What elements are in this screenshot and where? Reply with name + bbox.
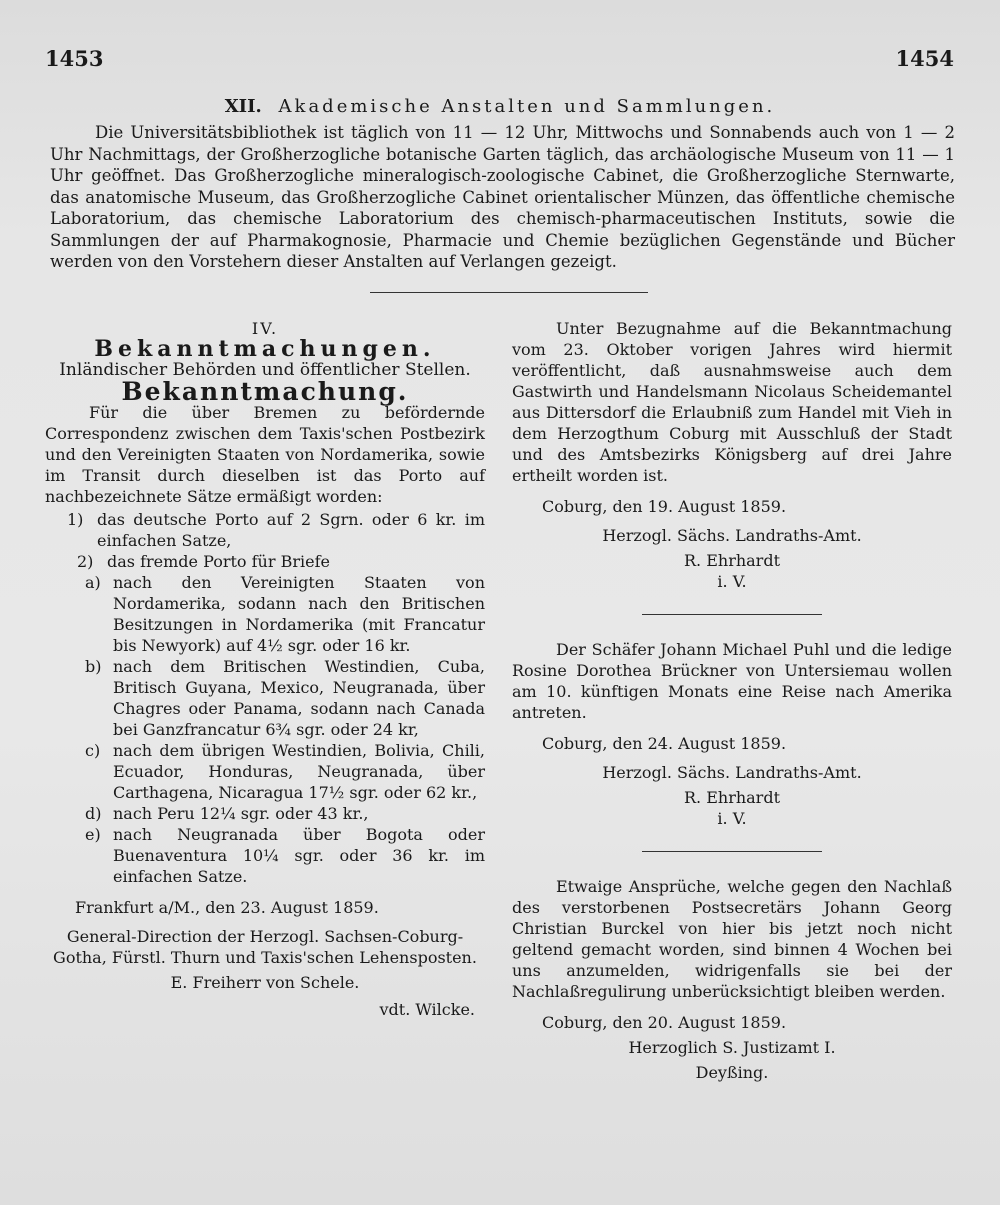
list-item-text: das fremde Porto für Briefe: [107, 552, 330, 571]
sub-list-item-label: b): [85, 657, 102, 676]
sub-list-item-text: nach den Vereinigten Staaten von Nordamerika, sodann nach den Britischen Besitzungen in Nordamerika (mit Francatur bis Newyork) auf 4½ sgr. oder 16 kr.: [113, 573, 485, 655]
notice-countersign: vdt. Wilcke.: [379, 1000, 475, 1019]
notice-heading: Bekanntmachung.: [121, 377, 409, 406]
chapter-subtitle: Inländischer Behörden und öffentlicher Stellen.: [59, 360, 471, 380]
sub-list-item: [45, 740, 485, 803]
list-item: [45, 551, 485, 572]
notice-signature: E. Freiherr von Schele.: [170, 973, 360, 992]
notice-1-signature: R. Ehrhardt: [683, 551, 780, 570]
sub-list-item-label: c): [85, 741, 101, 760]
list-item-text: das deutsche Porto auf 2 Sgrn. oder 6 kr. im einfachen Satze,: [97, 510, 485, 550]
sub-list-item: [45, 824, 485, 887]
section-title: Akademische Anstalten und Sammlungen.: [278, 96, 776, 117]
notice-3-signature: Deyßing.: [695, 1063, 769, 1082]
sub-list-item-text: nach Peru 12¼ sgr. oder 43 kr.,: [113, 804, 369, 823]
notice-2-sig-note: i. V.: [717, 809, 747, 828]
notice-1-text: Unter Bezugnahme auf die Bekanntmachung vom 23. Oktober vorigen Jahres wird hiermit veröffentlicht, daß ausnahmsweise auch dem Gastwirth und Handelsmann Nicolaus Scheidemantel aus Dittersdorf die Erlaubniß zum Handel mit Vieh in dem Herzogthum Coburg mit Ausschluß der Stadt und des Amtsbezirks Königsberg auf drei Jahre ertheilt worden ist.: [512, 319, 952, 485]
notice-2-signature: R. Ehrhardt: [683, 788, 780, 807]
sub-list-item-text: nach dem Britischen Westindien, Cuba, Britisch Guyana, Mexico, Neugranada, über Chagres oder Panama, sodann nach Canada bei Ganzfrancatur 6¾ sgr. oder 24 kr,: [113, 657, 485, 739]
section-number: XII.: [224, 96, 262, 117]
notice-2-date: Coburg, den 24. August 1859.: [542, 734, 787, 753]
list-item-label: 2): [77, 552, 94, 571]
notice-date: Frankfurt a/M., den 23. August 1859.: [75, 898, 379, 917]
list-item-label: 1): [67, 510, 84, 529]
notice-divider: [642, 851, 822, 852]
sub-list-item-text: nach dem übrigen Westindien, Bolivia, Chili, Ecuador, Honduras, Neugranada, über Carthagena, Nicaragua 17½ sgr. oder 62 kr.,: [113, 741, 485, 802]
chapter-title: Bekanntmachungen.: [94, 336, 436, 362]
notice-1-sig-note: i. V.: [717, 572, 747, 591]
notice-3-authority: Herzoglich S. Justizamt I.: [628, 1038, 836, 1057]
notice-3-text: Etwaige Ansprüche, welche gegen den Nachlaß des verstorbenen Postsecretärs Johann Georg Christian Burckel von hier bis jetzt noch nicht geltend gemacht worden, sind binnen 4 Wochen bei uns anzumelden, widrigenfalls sie bei der Nachlaßregulirung unberücksichtigt bleiben werden.: [512, 877, 952, 1001]
right-column: [512, 318, 952, 1083]
sub-list-item: [45, 572, 485, 656]
rate-list: [45, 509, 485, 887]
sub-list-item: [45, 803, 485, 824]
notice-2-text: Der Schäfer Johann Michael Puhl und die ledige Rosine Dorothea Brückner von Untersiemau wollen am 10. künftigen Monats eine Reise nach Amerika antreten.: [512, 640, 952, 722]
left-column: [45, 318, 485, 1020]
page-number-right: 1454: [895, 46, 954, 71]
notice-divider: [642, 614, 822, 615]
sub-list-item-text: nach Neugranada über Bogota oder Buenaventura 10¼ sgr. oder 36 kr. im einfachen Satze.: [113, 825, 485, 886]
sub-list-item-label: e): [85, 825, 101, 844]
notice-authority: General-Direction der Herzogl. Sachsen-Coburg-Gotha, Fürstl. Thurn und Taxis'schen Lehensposten.: [53, 927, 477, 967]
notice-intro: Für die über Bremen zu befördernde Correspondenz zwischen dem Taxis'schen Postbezirk und den Vereinigten Staaten von Nordamerika, sowie im Transit durch dieselben ist das Porto auf nachbezeichnete Sätze ermäßigt worden:: [45, 403, 485, 506]
sub-list-item-label: d): [85, 804, 102, 823]
notice-1-authority: Herzogl. Sächs. Landraths-Amt.: [602, 526, 862, 545]
page-number-left: 1453: [45, 46, 104, 71]
chapter-roman: IV.: [251, 319, 279, 338]
section-paragraph: Die Universitätsbibliothek ist täglich von 11 — 12 Uhr, Mittwochs und Sonnabends auch von 1 — 2 Uhr Nachmittags, der Großherzogliche botanische Garten täglich, das archäologische Museum von 11 — 1 Uhr geöffnet. Das Großherzogliche mineralogisch-zoologische Cabinet, die Großherzogliche Sternwarte, das anatomische Museum, das Großherzogliche Cabinet orientalischer Münzen, das öffentliche chemische Laboratorium, das chemische Laboratorium des chemisch-pharmaceutischen Instituts, sowie die Sammlungen der auf Pharmakognosie, Pharmacie und Chemie bezüglichen Gegenstände und Bücher werden von den Vorstehern dieser Anstalten auf Verlangen gezeigt.: [50, 123, 955, 271]
sub-list-item: [45, 656, 485, 740]
notice-1-date: Coburg, den 19. August 1859.: [542, 497, 787, 516]
notice-3-date: Coburg, den 20. August 1859.: [542, 1013, 787, 1032]
section-heading: [0, 96, 1000, 117]
section-divider: [370, 292, 648, 293]
sub-list-item-label: a): [85, 573, 101, 592]
list-item: [45, 509, 485, 551]
notice-2-authority: Herzogl. Sächs. Landraths-Amt.: [602, 763, 862, 782]
